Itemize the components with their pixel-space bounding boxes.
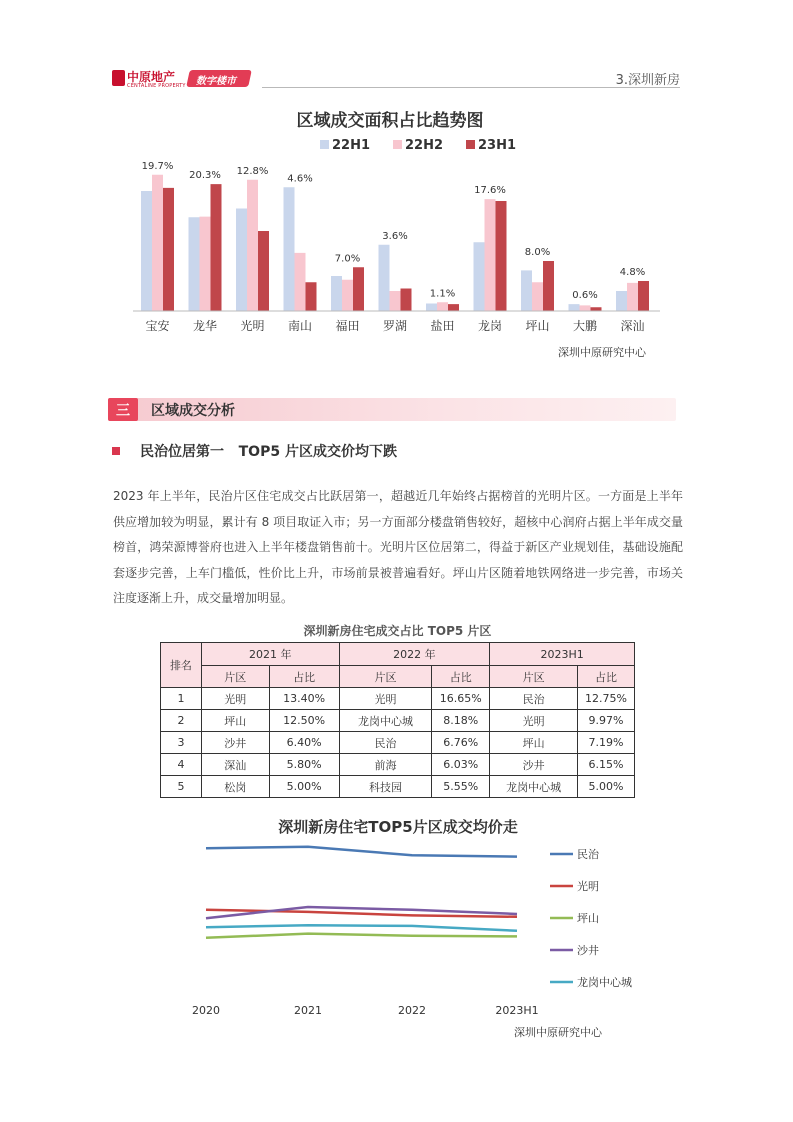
category-label: 宝安	[145, 319, 170, 333]
table-cell: 12.75%	[577, 688, 634, 710]
value-label: 12.8%	[236, 165, 269, 177]
legend-swatch	[320, 140, 329, 149]
table-cell: 科技园	[339, 776, 432, 798]
table-cell: 6.03%	[432, 754, 490, 776]
table-cell: 光明	[490, 710, 578, 732]
category-label: 盐田	[430, 319, 455, 333]
col-header-share: 占比	[577, 666, 634, 688]
category-label: 罗湖	[382, 319, 408, 333]
bar-23H1	[353, 267, 364, 311]
bar-23H1	[306, 282, 317, 311]
col-header-area: 片区	[201, 666, 269, 688]
line-chart-title: 深圳新房住宅TOP5片区成交均价走	[278, 818, 518, 836]
line-chart-x-labels	[192, 1004, 539, 1017]
bar-22H1	[236, 209, 247, 312]
category-label: 龙岗	[477, 319, 503, 333]
bar-22H1	[569, 304, 580, 311]
bar-22H2	[295, 253, 306, 311]
table-cell: 6.15%	[577, 754, 634, 776]
table-cell: 光明	[339, 688, 432, 710]
value-label: 4.8%	[619, 267, 646, 278]
bar-22H1	[141, 191, 152, 311]
bar-chart-categories	[145, 318, 644, 333]
table-cell: 光明	[201, 688, 269, 710]
rank-cell: 4	[161, 754, 202, 776]
bar-22H1	[331, 276, 342, 311]
table-cell: 9.97%	[577, 710, 634, 732]
banner-number: 三	[116, 403, 130, 419]
value-label: 1.1%	[429, 288, 456, 300]
bar-22H1	[521, 270, 532, 311]
banner-title: 区域成交分析	[151, 403, 235, 419]
col-header-share: 占比	[269, 666, 339, 688]
table-cell: 8.18%	[432, 710, 490, 732]
legend-label: 光明	[577, 880, 599, 893]
rank-cell: 5	[161, 776, 202, 798]
bar-22H1	[474, 242, 485, 311]
x-tick-label: 2023H1	[495, 1004, 539, 1017]
logo-tag-text: 数字楼市	[196, 76, 236, 87]
table-cell: 深汕	[201, 754, 269, 776]
bar-23H1	[258, 231, 269, 311]
table-cell: 龙岗中心城	[490, 776, 578, 798]
category-label: 福田	[335, 319, 360, 333]
section-label: 3.深圳新房	[615, 73, 680, 88]
area-share-bar-chart	[125, 100, 680, 365]
series-line-0	[206, 847, 517, 857]
bar-23H1	[591, 307, 602, 311]
bar-22H2	[627, 283, 638, 311]
section-banner	[108, 398, 676, 421]
col-header-area: 片区	[490, 666, 578, 688]
line-chart-source: 深圳中原研究中心	[514, 1026, 602, 1039]
category-label: 南山	[287, 319, 313, 333]
bar-22H2	[247, 180, 258, 311]
line-chart-legend	[550, 848, 632, 989]
bar-22H1	[284, 187, 295, 311]
category-label: 坪山	[525, 319, 550, 333]
table-cell: 5.00%	[577, 776, 634, 798]
bar-22H1	[379, 245, 390, 311]
table-cell: 5.00%	[269, 776, 339, 798]
category-label: 光明	[240, 319, 265, 333]
year-header-2023h1: 2023H1	[490, 643, 635, 666]
subheading: 民治位居第一 TOP5 片区成交价均下跌	[140, 444, 397, 460]
bar-23H1	[211, 184, 222, 311]
table-cell: 沙井	[201, 732, 269, 754]
table-row	[161, 776, 635, 798]
x-tick-label: 2021	[294, 1004, 322, 1017]
logo-english-name: CENTALINE PROPERTY	[127, 83, 186, 89]
table-cell: 7.19%	[577, 732, 634, 754]
legend-label: 民治	[577, 848, 599, 861]
category-label: 大鹏	[572, 319, 598, 333]
bar-22H2	[485, 199, 496, 311]
legend-label: 22H1	[332, 138, 371, 153]
legend-label: 沙井	[577, 944, 599, 957]
logo-name: 中原地产	[127, 70, 176, 84]
table-cell: 松岗	[201, 776, 269, 798]
table-cell: 6.40%	[269, 732, 339, 754]
bar-22H2	[532, 282, 543, 311]
table-cell: 民治	[339, 732, 432, 754]
legend-label: 22H2	[405, 138, 444, 153]
table-cell: 民治	[490, 688, 578, 710]
value-label: 7.0%	[334, 253, 361, 265]
square-bullet-icon	[112, 447, 120, 455]
bar-22H2	[580, 305, 591, 311]
value-label: 20.3%	[189, 170, 221, 182]
series-line-4	[206, 925, 517, 931]
bar-22H1	[189, 217, 200, 311]
value-label: 4.6%	[287, 173, 313, 185]
table-row	[161, 688, 635, 710]
bar-chart-source: 深圳中原研究中心	[558, 346, 646, 359]
bar-22H2	[390, 291, 401, 311]
x-tick-label: 2020	[192, 1004, 220, 1017]
table-cell: 坪山	[490, 732, 578, 754]
table-cell: 6.76%	[432, 732, 490, 754]
legend-swatch	[393, 140, 402, 149]
value-label: 8.0%	[524, 247, 551, 258]
bar-chart-legend	[320, 138, 516, 153]
bar-chart-title: 区域成交面积占比趋势图	[296, 111, 484, 131]
table-cell: 12.50%	[269, 710, 339, 732]
bar-22H2	[437, 302, 448, 311]
table-row	[161, 754, 635, 776]
year-header-2022: 2022 年	[339, 643, 490, 666]
bar-23H1	[401, 289, 412, 312]
bar-23H1	[543, 261, 554, 311]
top5-price-line-chart	[180, 812, 660, 1044]
value-label: 17.6%	[474, 185, 506, 197]
table-cell: 沙井	[490, 754, 578, 776]
rank-header: 排名	[161, 643, 202, 688]
bar-23H1	[496, 201, 507, 311]
table-row	[161, 732, 635, 754]
year-header-2021: 2021 年	[201, 643, 339, 666]
legend-label: 坪山	[577, 912, 599, 925]
table-row	[161, 710, 635, 732]
series-line-2	[206, 934, 517, 938]
col-header-share: 占比	[432, 666, 490, 688]
legend-swatch	[466, 140, 475, 149]
category-label: 龙华	[192, 319, 218, 333]
legend-label: 23H1	[478, 138, 517, 153]
rank-cell: 1	[161, 688, 202, 710]
col-header-area: 片区	[339, 666, 432, 688]
top5-share-table	[160, 642, 635, 798]
value-label: 0.6%	[572, 290, 598, 302]
table-cell: 16.65%	[432, 688, 490, 710]
x-tick-label: 2022	[398, 1004, 426, 1017]
table-cell: 5.80%	[269, 754, 339, 776]
legend-label: 龙岗中心城	[577, 976, 632, 989]
analysis-paragraph: 2023 年上半年，民治片区住宅成交占比跃居第一，超越近几年始终占据榜首的光明片区。一方面是上半年供应增加较为明显，累计有 8 项目取证入市；另一方面部分楼盘销售较好，超核中心润府占据上半年成交量榜首，鸿荣源博誉府也进入上半年楼盘销售前十。光明片区位居第二，得益于新区产业规划佳，基础设施配套逐步完善，上车门槛低，性价比上升，市场前景被普遍看好。坪山片区随着地铁网络进一步完善，市场关注度逐渐上升，成交量增加明显。	[113, 489, 683, 605]
logo-mark-icon	[112, 70, 125, 86]
table-cell: 13.40%	[269, 688, 339, 710]
rank-cell: 3	[161, 732, 202, 754]
bar-23H1	[163, 188, 174, 311]
table-cell: 5.55%	[432, 776, 490, 798]
line-chart-marks	[206, 847, 517, 938]
table-cell: 坪山	[201, 710, 269, 732]
bar-23H1	[448, 304, 459, 311]
value-label: 3.6%	[382, 230, 408, 242]
bar-22H2	[200, 217, 211, 311]
table-cell: 龙岗中心城	[339, 710, 432, 732]
bar-22H2	[342, 280, 353, 311]
value-label: 19.7%	[141, 160, 174, 172]
table-cell: 前海	[339, 754, 432, 776]
bar-22H2	[152, 175, 163, 311]
rank-cell: 2	[161, 710, 202, 732]
bar-22H1	[616, 291, 627, 311]
table-title: 深圳新房住宅成交占比 TOP5 片区	[303, 624, 492, 638]
brand-logo	[112, 68, 252, 90]
bar-23H1	[638, 281, 649, 311]
category-label: 深汕	[620, 319, 645, 333]
bar-22H1	[426, 304, 437, 312]
